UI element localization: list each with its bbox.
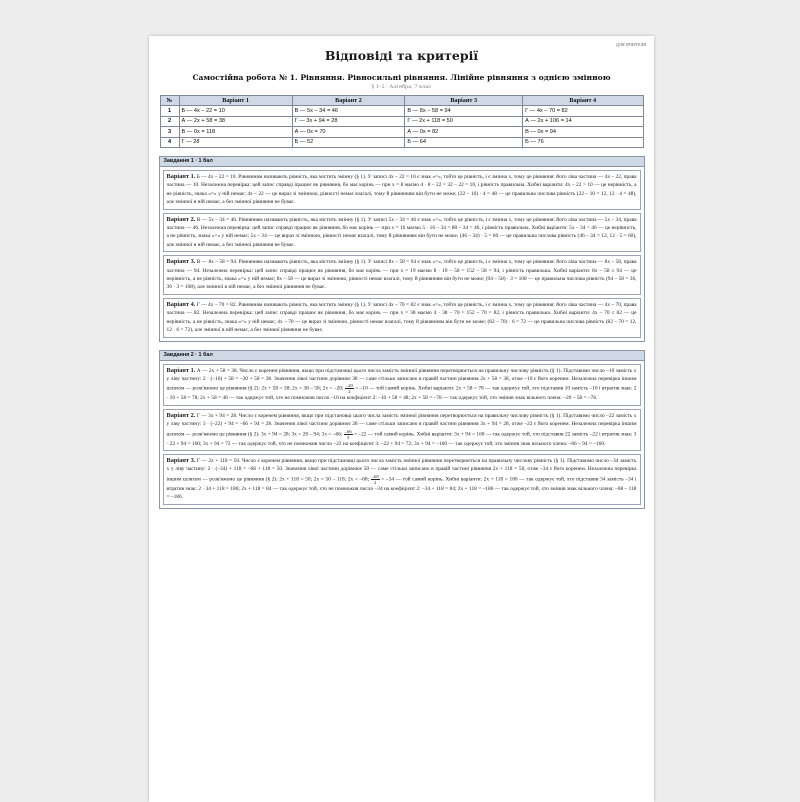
table-cell: 4	[160, 137, 179, 148]
table-cell: 3	[160, 127, 179, 138]
table-cell: А — 2x + 58 = 38	[179, 116, 292, 127]
variant-label: Варіант 2.	[166, 215, 196, 223]
table-cell: 2	[160, 116, 179, 127]
task-2-variant-3	[163, 454, 641, 505]
for-teacher-note: для вчителя	[615, 42, 646, 48]
variant-label: Варіант 3.	[166, 258, 196, 266]
table-cell: Б — 52	[292, 137, 405, 148]
task-2-variant-1	[163, 364, 641, 406]
variant-text: = –34 — той самий корінь. Хибні варіанти: 2x + 118 = 186 — так одержує той, хто підставив 34 замість –34 і втратив знак: 2 · 34 + 118 = 186; 2x + 118 = 84 — так одержує той, хто не помножив число –34 на коефіцієнт 2: –34 + 118 = 84; 2x + 118 = –186 — так одержує той, хто змінив знак вільного члена: –68 – 118 = –186.	[166, 476, 637, 501]
task-1-variant-3	[163, 255, 641, 295]
task-1-variant-4	[163, 298, 641, 338]
task-2-section	[159, 350, 645, 509]
table-cell: А — 2x + 106 = 14	[523, 116, 643, 127]
variant-label: Варіант 2.	[166, 411, 196, 419]
task-1-section	[159, 156, 645, 342]
fraction-denominator: 2	[348, 389, 351, 395]
variant-text: В — 8x – 58 = 94. Рівнянням називають рівність, яка містить змінну (§ 1). У записі 8x – 58 = 94 є знак «=», тобто це рівність, і є змінна x, тому це рівняння: його ліва частина — 8x – 58, права частина — 94. Незалежна перевірка: цей запис справді працює як рівняння, бо має корінь — при x = 19 маємо 8 · 19 – 58 = 152 – 58 = 94, і рівність правильна. Хибні варіанти: 8x – 58 ≥ 94 — це нерівність, а не рівність, знака «=» у ній немає; 8x – 58 — це вираз зі змінною, рівності немає взагалі, тому й рівнянням він бути не може; (94 – 58) · 3 = 108 — це правильна числова рівність (94 – 58 = 36, 36 · 3 = 108), але змінної в ній немає, а без змінної рівняння не буває.	[166, 259, 637, 291]
table-cell: Б — 76	[523, 137, 643, 148]
variant-label: Варіант 1.	[166, 366, 196, 374]
table-cell: В — 5x – 34 = 46	[292, 106, 405, 117]
answers-table-header-row	[160, 96, 643, 106]
variant-text: А — 2x + 58 = 38. Число є коренем рівняння, якщо при підстановці цього числа замість змінної рівняння перетворюється на правильну числову рівність (§ 1). Підставимо число –10 замість x у ліву частину: 2 · (–10) + 58 = –20 + 58 = 38. Значення лівої частини дорівнює 38 — саме стільки записано в правій частині рівняння 2x + 58 = 38, отже –10 є його коренем. Незалежна перевірка іншим шляхом — розв'яжемо це рівняння (§ 2): 2x + 58 = 38; 2x = 38 – 58; 2x = –20;	[166, 367, 637, 393]
task-2-header: Завдання 2 · 1 бал	[160, 351, 644, 361]
table-cell: Г — 4x – 70 = 82	[523, 106, 643, 117]
table-row	[160, 106, 643, 117]
fraction	[344, 429, 353, 440]
table-cell: А — 0x = 70	[292, 127, 405, 138]
fraction-denominator: 2	[374, 479, 377, 485]
fraction-denominator: 3	[347, 434, 350, 440]
variant-text: = –22 — той самий корінь. Хибні варіанти: 3x + 94 = 160 — так одержує той, хто підставив 22 замість –22 і втратив знак: 3 · 22 + 94 = 160; 3x + 94 = 72 — так одержує той, хто не помножив число –22 на коефіцієнт 3: –22 + 94 = 72; 3x + 94 = –160 — так одержує той, хто змінив знак вільного члена: –66 – 94 = –160.	[166, 431, 637, 447]
table-cell: Б — 64	[405, 137, 523, 148]
fraction	[371, 474, 380, 485]
col-header-variant-3: Варіант 3	[405, 96, 523, 106]
task-2-variant-2	[163, 409, 641, 451]
table-cell: Г — 28	[179, 137, 292, 148]
col-header-variant-4: Варіант 4	[523, 96, 643, 106]
variant-text: Г — 4x – 70 = 82. Рівнянням називають рівність, яка містить змінну (§ 1). У записі 4x – 70 = 82 є знак «=», тобто це рівність, і є змінна x, тому це рівняння: його ліва частина — 4x – 70, права частина — 82. Незалежна перевірка: цей запис справді працює як рівняння, бо має корінь — при x = 38 маємо 4 · 38 – 70 = 152 – 70 = 82, і рівність правильна. Хибні варіанти: 4x – 70 ≤ 82 — це нерівність, а не рівність, знака «=» у ній немає; 4x – 70 — це вираз зі змінною, рівності немає взагалі, тому й рівнянням він бути не може; (82 – 70) · 6 = 72 — це правильна числова рівність (82 – 70 = 12, 12 · 6 = 72), але змінної в ній немає, а без змінної рівняння не буває.	[166, 301, 637, 334]
col-header-variant-2: Варіант 2	[292, 96, 405, 106]
task-1-variant-1	[163, 170, 641, 210]
table-cell: Г — 2x + 118 = 50	[405, 116, 523, 127]
table-cell: А — 0x = 82	[405, 127, 523, 138]
variant-label: Варіант 4.	[166, 300, 196, 308]
task-1-header: Завдання 1 · 1 бал	[160, 157, 644, 167]
fraction-numerator: –66	[344, 428, 352, 434]
table-row	[160, 137, 643, 148]
col-header-variant-1: Варіант 1	[179, 96, 292, 106]
variant-text: = –10 — той самий корінь. Хибні варіанти: 2x + 58 = 78 — так одержує той, хто підставив 10 замість –10 і втратив знак: 2 · 10 + 58 = 78; 2x + 58 = 48 — так одержує той, хто не помножив число –10 на коефіцієнт 2: –10 + 58 = 48; 2x + 58 = –78 — так одержує той, хто змінив знак вільного члена: –20 – 58 = –78.	[166, 386, 637, 402]
table-row	[160, 116, 643, 127]
variant-label: Варіант 1.	[166, 173, 196, 180]
fraction-numerator: –20	[345, 383, 353, 389]
variant-text: Б — 4x – 22 = 10. Рівнянням називають рівність, яка містить змінну (§ 1). У записі 4x – 22 = 10 є знак «=», тобто це рівність, і є змінна x, тому це рівняння: його ліва частина — 4x – 22, права частина — 10. Незалежна перевірка: цей запис справді працює як рівняння, бо має корінь — при x = 8 маємо 4 · 8 – 22 = 32 – 22 = 10, і рівність правильна. Хибні варіанти: 4x – 22 > 10 — це нерівність, а не рівність, знака «=» у ній немає; 4x – 22 — це вираз зі змінною, рівності немає взагалі, тому й рівнянням він бути не може; (22 – 10) · 4 = 48 — це правильна числова рівність (22 – 10 = 12, 12 · 4 = 48), але змінної в ній немає, а без змінної рівняння не буває.	[166, 174, 637, 206]
table-cell: В — 8x – 58 = 94	[405, 106, 523, 117]
table-cell: В — 0x = 94	[523, 127, 643, 138]
variant-text: Г — 2x + 118 = 50. Число є коренем рівняння, якщо при підстановці цього числа замість змінної рівняння перетворюється на правильну числову рівність (§ 1). Підставимо число –34 замість x у ліву частину: 2 · (–34) + 118 = –68 + 118 = 50. Значення лівої частини дорівнює 50 — саме стільки записано в правій частині рівняння 2x + 118 = 50, отже –34 є його коренем. Незалежна перевірка іншим шляхом — розв'яжемо це рівняння (§ 2): 2x + 118 = 50; 2x = 50 – 118; 2x = –68;	[166, 457, 637, 483]
variant-text: Г — 3x + 94 = 28. Число є коренем рівняння, якщо при підстановці цього числа замість змінної рівняння перетворюється на правильну числову рівність (§ 1). Підставимо число –22 замість x у ліву частину: 3 · (–22) + 94 = –66 + 94 = 28. Значення лівої частини дорівнює 28 — саме стільки записано в правій частині рівняння 3x + 94 = 28, отже –22 є його коренем. Незалежна перевірка іншим шляхом — розв'яжемо це рівняння (§ 2): 3x + 94 = 28; 3x = 28 – 94; 3x = –66;	[166, 412, 637, 438]
table-cell: Г — 3x + 94 = 28	[292, 116, 405, 127]
variant-text: В — 5x – 34 = 46. Рівнянням називають рівність, яка містить змінну (§ 1). У записі 5x – 34 = 46 є знак «=», тобто це рівність, і є змінна x, тому це рівняння: його ліва частина — 5x – 34, права частина — 46. Незалежна перевірка: цей запис справді працює як рівняння, бо має корінь — при x = 16 маємо 5 · 16 – 34 = 80 – 34 = 46, і рівність правильна. Хибні варіанти: 5x – 34 < 46 — це нерівність, а не рівність, знака «=» у ній немає; 5x – 34 — це вираз зі змінною, рівності немає взагалі, тому й рівнянням він бути не може; (46 – 34) · 5 = 60 — це правильна числова рівність (46 – 34 = 12, 12 · 5 = 60), але змінної в ній немає, а без змінної рівняння не буває.	[166, 216, 637, 248]
page-meta: § 1–2 · Алгебра, 7 клас	[371, 84, 432, 90]
task-1-variant-2	[163, 213, 641, 253]
table-cell: В — 0x = 118	[179, 127, 292, 138]
page-title: Відповіді та критерії	[324, 48, 479, 63]
fraction-numerator: –68	[371, 473, 379, 479]
table-cell: 1	[160, 106, 179, 117]
table-row	[160, 127, 643, 138]
document-page	[149, 36, 654, 802]
fraction	[345, 383, 354, 394]
variant-label: Варіант 3.	[166, 456, 196, 464]
answers-table	[160, 95, 644, 148]
col-header-number: №	[160, 96, 179, 106]
page-subtitle: Самостійна робота № 1. Рівняння. Рівносильні рівняння. Лінійне рівняння з однією змінною	[192, 73, 611, 82]
table-cell: Б — 4x – 22 = 10	[179, 106, 292, 117]
